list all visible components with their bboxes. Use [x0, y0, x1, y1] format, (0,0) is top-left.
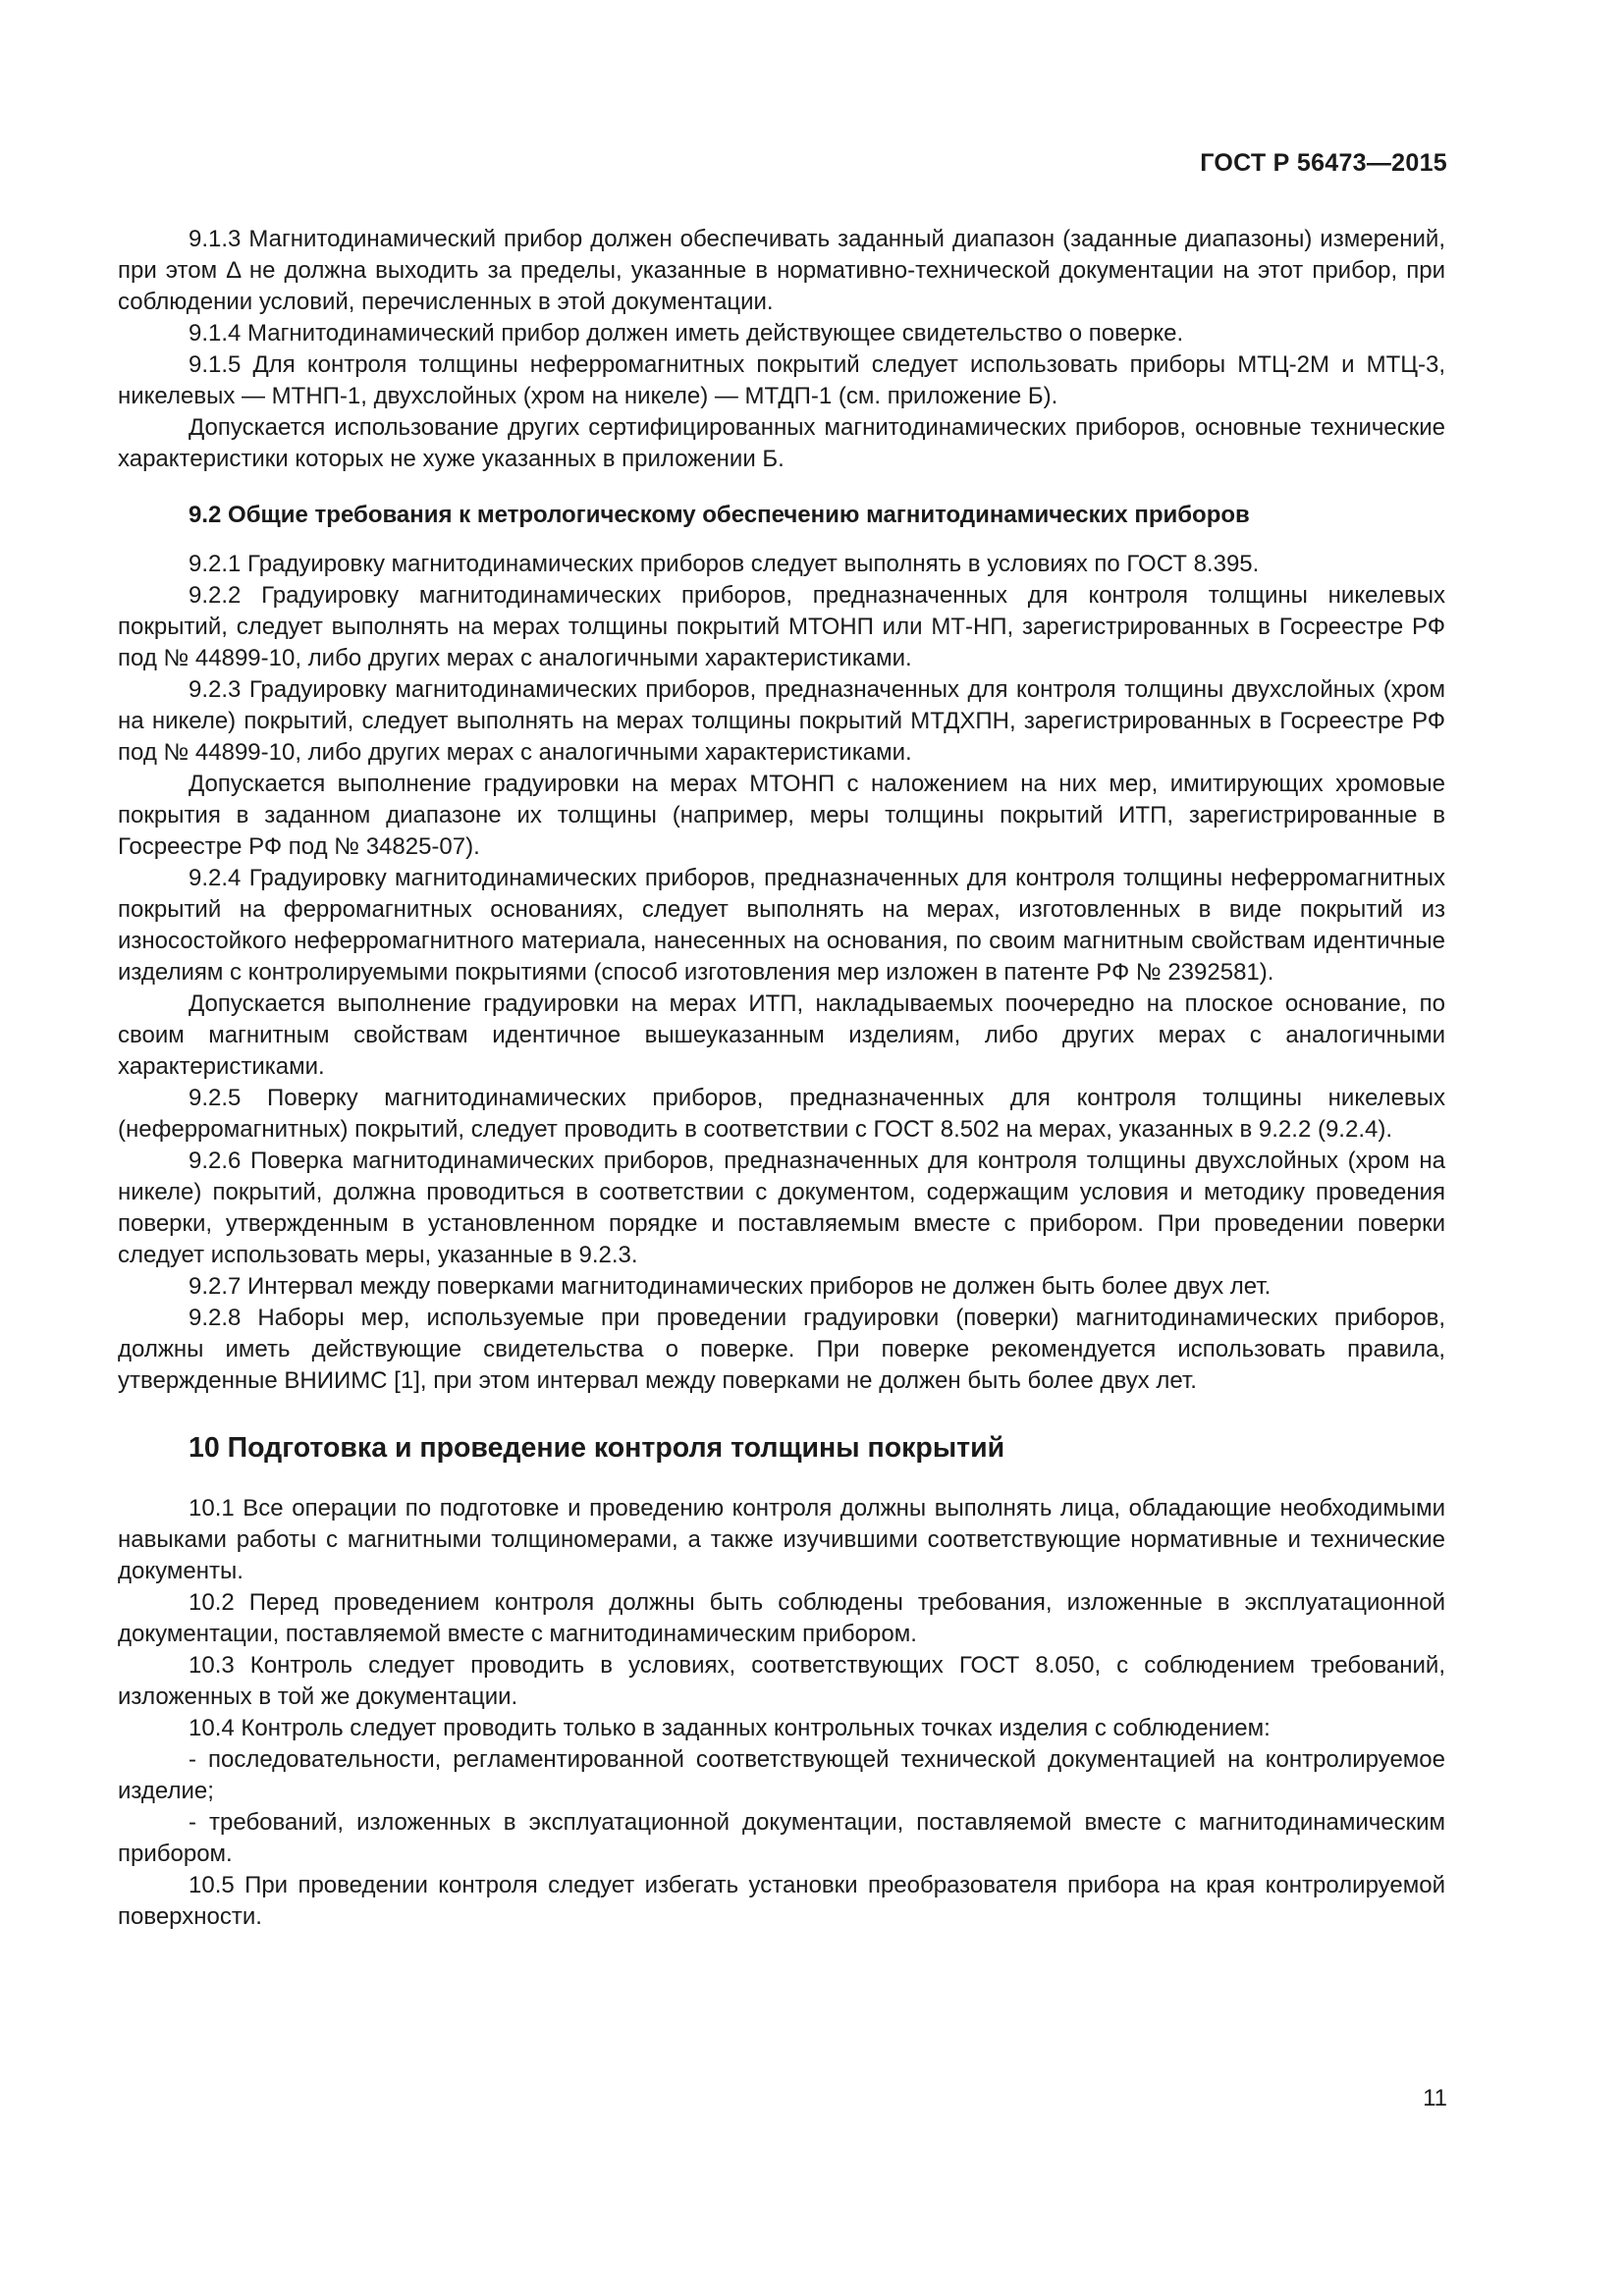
paragraph-9-1-5: 9.1.5 Для контроля толщины неферромагнитных покрытий следует использовать приборы МТЦ-2М и МТЦ-3, никелевых — МТНП-1, двухслойных (хром на никеле) — МТДП-1 (см. приложение Б).	[118, 351, 1445, 409]
paragraph-10-3: 10.3 Контроль следует проводить в условиях, соответствующих ГОСТ 8.050, с соблюдением требований, изложенных в той же документации.	[118, 1652, 1445, 1710]
paragraph-9-2-2: 9.2.2 Градуировку магнитодинамических приборов, предназначенных для контроля толщины никелевых покрытий, следует выполнять на мерах толщины покрытий МТОНП или МТ-НП, зарегистрированных в Госреестре РФ под № 44899-10, либо других мерах с аналогичными характеристиками.	[118, 582, 1445, 671]
paragraph-9-2-3-allowance: Допускается выполнение градуировки на мерах МТОНП с наложением на них мер, имитирующих хромовые покрытия в заданном диапазоне их толщины (например, меры толщины покрытий ИТП, зарегистрированные в Госреестре РФ под № 34825-07).	[118, 771, 1445, 860]
paragraph-9-2-4: 9.2.4 Градуировку магнитодинамических приборов, предназначенных для контроля толщины неферромагнитных покрытий на ферромагнитных основаниях, следует выполнять на мерах, изготовленных в виде покрытий из износостойкого неферромагнитного материала, нанесенных на основания, по своим магнитным свойствам идентичные изделиям с контролируемыми покрытиями (способ изготовления мер изложен в патенте РФ № 2392581).	[118, 865, 1445, 986]
paragraph-9-2-4-allowance: Допускается выполнение градуировки на мерах ИТП, накладываемых поочередно на плоское основание, по своим магнитным свойствам идентичное вышеуказанным изделиям, либо других мерах с аналогичными характеристиками.	[118, 990, 1445, 1080]
section-heading-9-2: 9.2 Общие требования к метрологическому обеспечению магнитодинамических приборов	[189, 502, 1250, 528]
document-header-id: ГОСТ Р 56473—2015	[1200, 149, 1447, 177]
paragraph-9-2-3: 9.2.3 Градуировку магнитодинамических приборов, предназначенных для контроля толщины двухслойных (хром на никеле) покрытий, следует выполнять на мерах толщины покрытий МТДХПН, зарегистрированных в Госреестре РФ под № 44899-10, либо других мерах с аналогичными характеристиками.	[118, 676, 1445, 766]
paragraph-10-5: 10.5 При проведении контроля следует избегать установки преобразователя прибора на края контролируемой поверхности.	[118, 1872, 1445, 1930]
paragraph-9-2-7: 9.2.7 Интервал между поверками магнитодинамических приборов не должен быть более двух лет.	[189, 1273, 1272, 1300]
paragraph-9-2-6: 9.2.6 Поверка магнитодинамических приборов, предназначенных для контроля толщины двухслойных (хром на никеле) покрытий, должна проводиться в соответствии с документом, содержащим условия и методику проведения поверки, утвержденным в установленном порядке и поставляемым вместе с прибором. При проведении поверки следует использовать меры, указанные в 9.2.3.	[118, 1148, 1445, 1268]
paragraph-9-2-1: 9.2.1 Градуировку магнитодинамических приборов следует выполнять в условиях по ГОСТ 8.395.	[189, 551, 1260, 577]
paragraph-10-4: 10.4 Контроль следует проводить только в заданных контрольных точках изделия с соблюдением:	[189, 1715, 1271, 1741]
paragraph-9-2-5: 9.2.5 Поверку магнитодинамических приборов, предназначенных для контроля толщины никелевых (неферромагнитных) покрытий, следует проводить в соответствии с ГОСТ 8.502 на мерах, указанных в 9.2.2 (9.2.4).	[118, 1085, 1445, 1143]
document-body	[118, 224, 1445, 1933]
paragraph-9-1-5-allowance: Допускается использование других сертифицированных магнитодинамических приборов, основные технические характеристики которых не хуже указанных в приложении Б.	[118, 414, 1445, 472]
list-item-requirements: - требований, изложенных в эксплуатационной документации, поставляемой вместе с магнитодинамическим прибором.	[118, 1809, 1445, 1867]
section-heading-10: 10 Подготовка и проведение контроля толщины покрытий	[189, 1432, 1005, 1464]
paragraph-9-2-8: 9.2.8 Наборы мер, используемые при проведении градуировки (поверки) магнитодинамических приборов, должны иметь действующие свидетельства о поверке. При поверке рекомендуется использовать правила, утвержденные ВНИИМС [1], при этом интервал между поверками не должен быть более двух лет.	[118, 1305, 1445, 1394]
page-number: 11	[1423, 2085, 1447, 2111]
paragraph-10-1: 10.1 Все операции по подготовке и проведению контроля должны выполнять лица, обладающие необходимыми навыками работы с магнитными толщиномерами, а также изучившими соответствующие нормативные и технические документы.	[118, 1495, 1445, 1584]
list-item-sequence: - последовательности, регламентированной соответствующей технической документацией на контролируемое изделие;	[118, 1746, 1445, 1804]
paragraph-10-2: 10.2 Перед проведением контроля должны быть соблюдены требования, изложенные в эксплуатационной документации, поставляемой вместе с магнитодинамическим прибором.	[118, 1589, 1445, 1647]
paragraph-9-1-4: 9.1.4 Магнитодинамический прибор должен иметь действующее свидетельство о поверке.	[189, 320, 1184, 347]
paragraph-9-1-3: 9.1.3 Магнитодинамический прибор должен обеспечивать заданный диапазон (заданные диапазоны) измерений, при этом Δ не должна выходить за пределы, указанные в нормативно-технической документации на этот прибор, при соблюдении условий, перечисленных в этой документации.	[118, 226, 1445, 315]
